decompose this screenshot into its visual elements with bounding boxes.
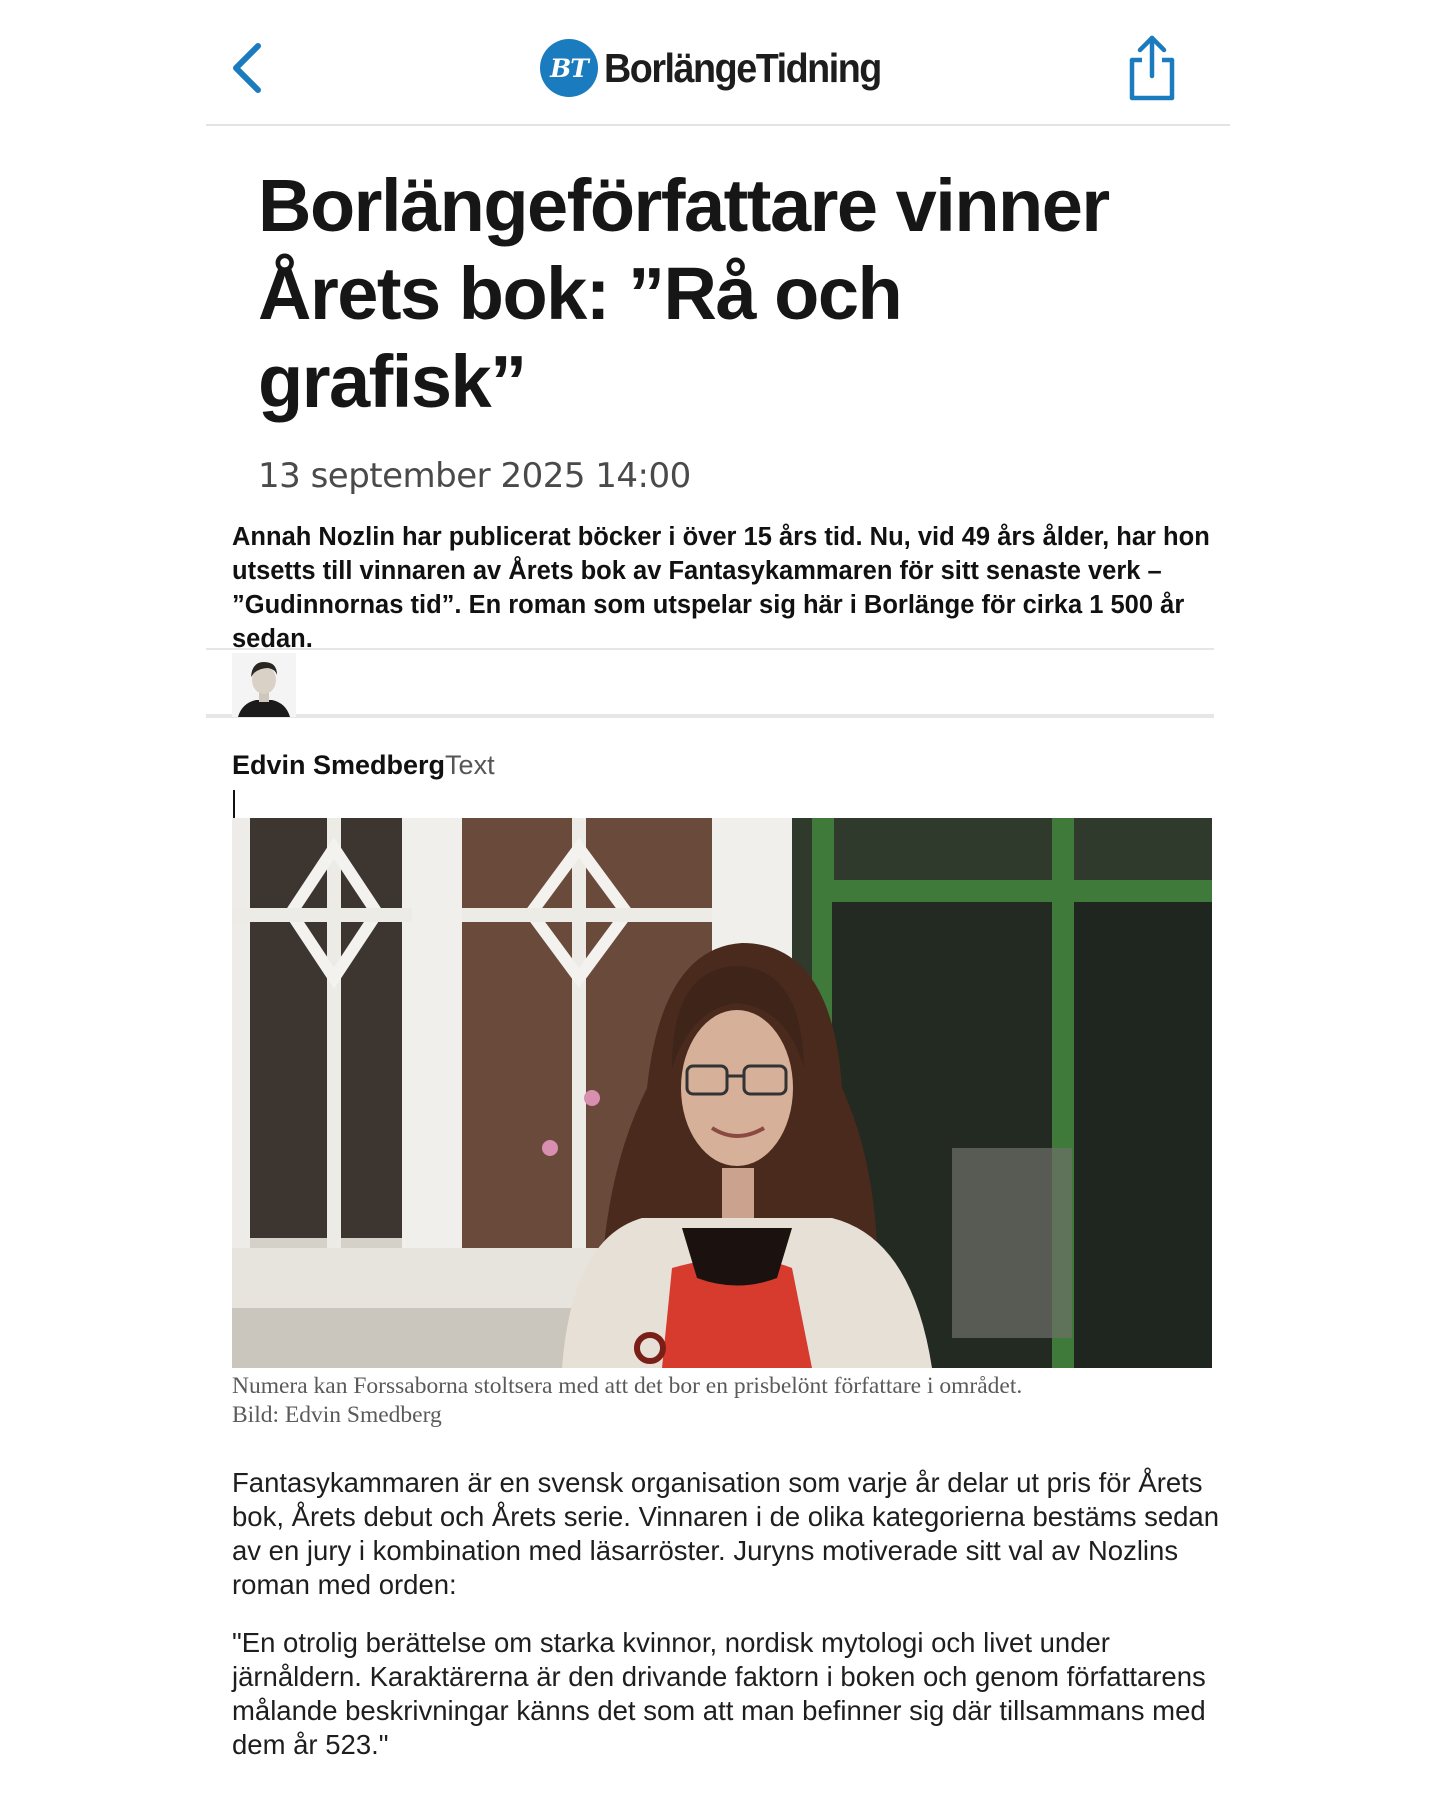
author-role: Text	[445, 750, 495, 780]
author-name[interactable]: Edvin Smedberg	[232, 750, 446, 780]
share-button[interactable]	[1122, 32, 1182, 104]
article-lead: Annah Nozlin har publicerat böcker i över 15 års tid. Nu, vid 49 års ålder, har hon utsetts till vinnaren av Årets bok av Fantasykammaren för sitt senaste verk – ”Gudinnornas tid”. En roman som utspelar sig här i Borlänge för cirka 1 500 år sedan.	[232, 523, 1210, 653]
article-headline: Borlängeförfattare vinner Årets bok: ”Rå och grafisk”	[258, 164, 1109, 423]
author-byline	[232, 750, 495, 781]
author-strip	[206, 648, 1214, 718]
article-photo-image	[232, 818, 1212, 1368]
top-navigation-bar	[206, 0, 1230, 126]
text-cursor	[233, 790, 235, 818]
body-paragraph: Fantasykammaren är en svensk organisation som varje år delar ut pris för Årets bok, Årets debut och Årets serie. Vinnaren i de olika kategorierna bestäms sedan av en jury i kombination med läsarröster. Juryns motiverade sitt val av Nozlins roman med orden:	[232, 1467, 1220, 1600]
photo-credit: Bild: Edvin Smedberg	[232, 1402, 442, 1428]
article-photo[interactable]	[232, 818, 1212, 1368]
brand-badge: BT	[540, 39, 598, 97]
brand-name: BorlängeTidning	[604, 44, 881, 91]
back-button[interactable]	[228, 40, 272, 96]
author-avatar[interactable]	[232, 653, 296, 717]
brand-logo[interactable]	[540, 38, 905, 98]
author-avatar-image	[232, 653, 296, 717]
photo-caption: Numera kan Forssaborna stoltsera med att det bor en prisbelönt författare i området.	[232, 1373, 1023, 1399]
photo-caption-block	[232, 1372, 1212, 1430]
body-quote: "En otrolig berättelse om starka kvinnor, nordisk mytologi och livet under järnåldern. Karaktärerna är den drivande faktorn i boken och genom författarens målande beskrivningar känns det som att man befinner sig där tillsammans med dem år 523."	[232, 1627, 1206, 1760]
publish-date: 13 september 2025 14:00	[258, 456, 691, 496]
chevron-left-icon	[228, 40, 272, 96]
share-icon	[1122, 32, 1182, 104]
